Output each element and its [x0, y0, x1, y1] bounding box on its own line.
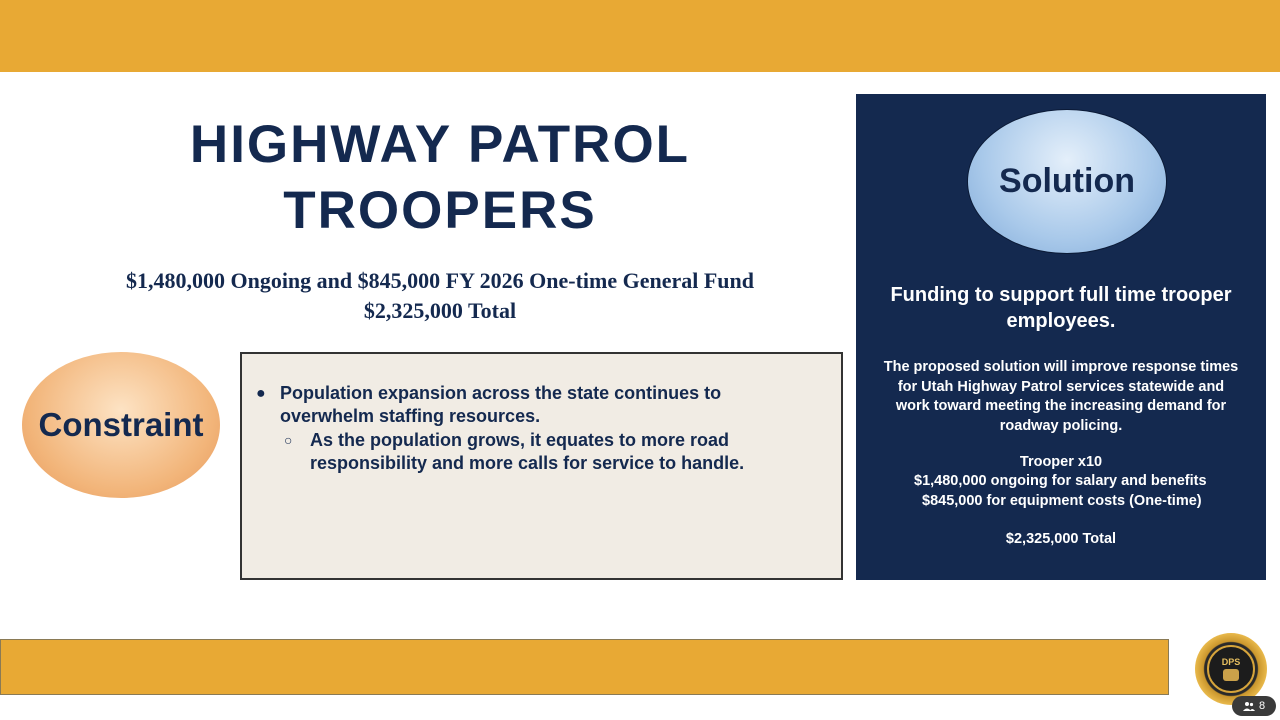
constraint-box	[240, 352, 843, 580]
trooper-count: Trooper x10	[1019, 454, 1103, 470]
solution-panel	[856, 94, 1266, 580]
seal-text: DPS	[1221, 657, 1241, 667]
constraint-label: Constraint	[38, 406, 204, 443]
constraint-bullet	[256, 382, 811, 428]
equipment-cost-line: $845,000 for equipment costs (One-time)	[922, 493, 1202, 509]
top-gold-band	[0, 0, 1280, 72]
slide-title	[90, 112, 790, 244]
funding-line-1: $1,480,000 Ongoing and $845,000 FY 2026 One-time General Fund	[125, 268, 755, 293]
seal-inner	[1207, 645, 1255, 693]
sub-bullet-circle-icon: ○	[284, 432, 293, 448]
participants-badge[interactable]	[1232, 696, 1276, 716]
solution-oval	[967, 109, 1167, 254]
title-line-1: HIGHWAY PATROL	[189, 115, 691, 174]
ongoing-cost-line: $1,480,000 ongoing for salary and benefits	[914, 473, 1207, 489]
solution-text-line: The proposed solution will improve response times	[883, 359, 1239, 375]
dps-seal-logo	[1195, 633, 1267, 705]
constraint-bullet-text: Population expansion across the state continues to overwhelm staffing resources.	[280, 383, 722, 426]
solution-text-line: roadway policing.	[999, 417, 1123, 434]
solution-description	[861, 358, 1261, 436]
seal-emblem-icon	[1223, 669, 1239, 681]
funding-line-2: $2,325,000 Total	[363, 298, 517, 323]
constraint-sub-bullet	[284, 429, 811, 475]
solution-text-line: for Utah Highway Patrol services statewide and	[897, 378, 1225, 395]
constraint-sub-bullet-text: As the population grows, it equates to more road responsibility and more calls for service to handle.	[310, 430, 745, 473]
bullet-dot-icon: ●	[256, 385, 266, 402]
people-icon	[1243, 701, 1255, 711]
title-line-2: TROOPERS	[283, 181, 597, 240]
solution-text-line: work toward meeting the increasing demand for	[895, 398, 1227, 414]
solution-total: $2,325,000 Total	[1005, 531, 1117, 547]
participants-count: 8	[1258, 700, 1266, 712]
constraint-oval	[22, 352, 220, 498]
solution-label: Solution	[999, 162, 1135, 200]
funding-summary	[40, 266, 840, 326]
solution-heading: Funding to support full time trooper employees.	[890, 284, 1232, 332]
bottom-gold-band	[0, 639, 1169, 695]
